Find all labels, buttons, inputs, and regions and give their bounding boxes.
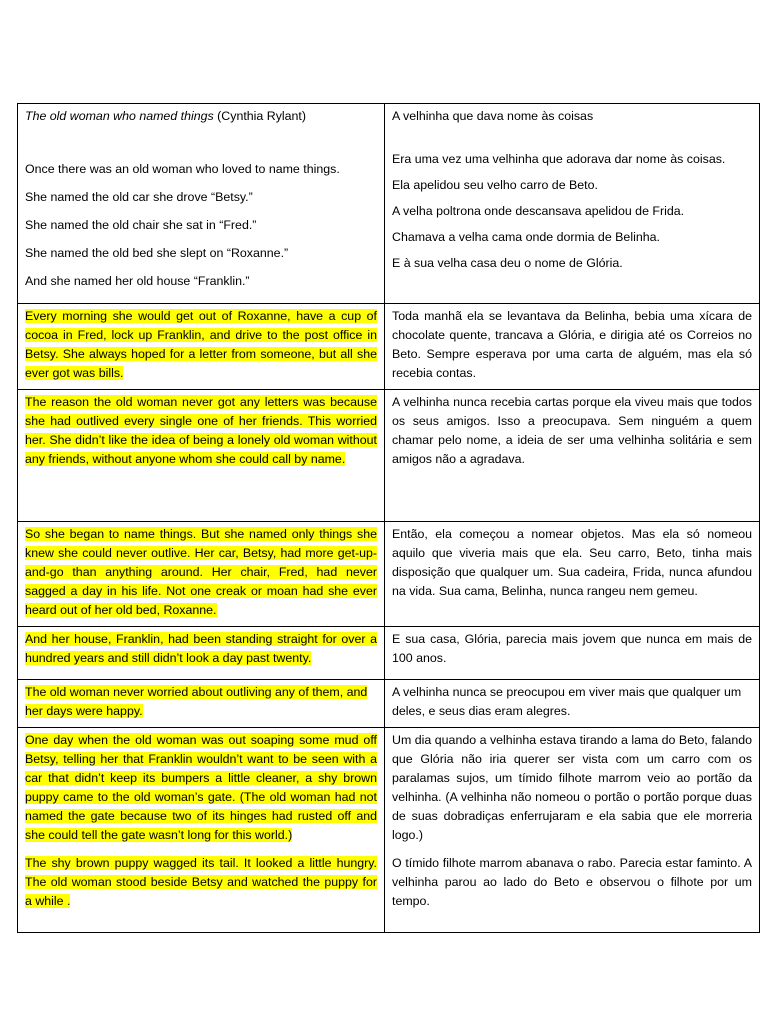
english-paragraph bbox=[25, 307, 377, 383]
english-paragraph bbox=[25, 630, 377, 668]
english-line: She named the old chair she sat in “Fred.” bbox=[25, 218, 257, 232]
portuguese-line: A velha poltrona onde descansava apelidou de Frida. bbox=[392, 204, 685, 218]
portuguese-paragraph: O tímido filhote marrom abanava o rabo. Parecia estar faminto. A velhinha parou ao lado do Beto e observou o filhote por um tempo. bbox=[392, 856, 752, 908]
english-cell bbox=[18, 104, 385, 304]
english-line: Once there was an old woman who loved to name things. bbox=[25, 162, 340, 176]
english-cell bbox=[18, 304, 385, 390]
english-line: She named the old car she drove “Betsy.” bbox=[25, 190, 253, 204]
table-row bbox=[18, 390, 760, 522]
portuguese-line: Ela apelidou seu velho carro de Beto. bbox=[392, 178, 598, 192]
portuguese-cell bbox=[385, 104, 760, 304]
highlighted-text: The reason the old woman never got any letters was because she had outlived every single one of her friends. This worried her. She didn’t like the idea of being a lonely old woman without any friends, without anyone whom she could call by name. bbox=[25, 395, 377, 466]
english-cell bbox=[18, 728, 385, 933]
portuguese-cell bbox=[385, 522, 760, 627]
portuguese-cell bbox=[385, 728, 760, 933]
portuguese-paragraph: E sua casa, Glória, parecia mais jovem que nunca em mais de 100 anos. bbox=[392, 632, 752, 665]
english-line: And she named her old house “Franklin.” bbox=[25, 274, 250, 288]
title-italic: The old woman who named things bbox=[25, 109, 214, 123]
portuguese-paragraph: Toda manhã ela se levantava da Belinha, bebia uma xícara de chocolate quente, trancava a Glória, e dirigia até os Correios no Beto. Sempre esperava por uma carta de alguém, mas ela só recebia contas. bbox=[392, 309, 752, 380]
highlighted-text: The old woman never worried about outliving any of them, and her days were happy. bbox=[25, 685, 368, 718]
portuguese-cell bbox=[385, 390, 760, 522]
table-row bbox=[18, 728, 760, 933]
portuguese-cell bbox=[385, 304, 760, 390]
portuguese-line: Era uma vez uma velhinha que adorava dar nome às coisas. bbox=[392, 152, 726, 166]
highlighted-text: One day when the old woman was out soaping some mud off Betsy, telling her that Franklin wouldn’t want to be seen with a car that didn’t keep its bumpers a little cleaner, a shy brown puppy came to the old woman’s gate. (The old woman had not named the gate because two of its hinges had rusted off and she could tell the gate wasn’t long for this world.) bbox=[25, 733, 377, 842]
portuguese-paragraph: A velhinha nunca recebia cartas porque ela viveu mais que todos os seus amigos. Isso a preocupava. Sem ninguém a quem chamar pelo nome, a ideia de ser uma velhinha solitária e sem amigos não a agradava. bbox=[392, 395, 752, 466]
portuguese-line: E à sua velha casa deu o nome de Glória. bbox=[392, 256, 623, 270]
english-paragraph bbox=[25, 525, 377, 620]
table-row bbox=[18, 104, 760, 304]
table-row bbox=[18, 304, 760, 390]
portuguese-cell bbox=[385, 680, 760, 728]
portuguese-title: A velhinha que dava nome às coisas bbox=[392, 109, 594, 123]
table-row bbox=[18, 680, 760, 728]
table-row bbox=[18, 627, 760, 680]
portuguese-paragraph: Então, ela começou a nomear objetos. Mas ela só nomeou aquilo que viveria mais que ela. Seu carro, Beto, tinha mais disposição que qualquer um. Sua cadeira, Frida, nunca afundou na vida. Sua cama, Belinha, nunca rangeu nem gemeu. bbox=[392, 527, 752, 598]
english-line: She named the old bed she slept on “Roxanne.” bbox=[25, 246, 289, 260]
english-paragraph bbox=[25, 854, 377, 911]
english-paragraph bbox=[25, 393, 377, 469]
highlighted-text: So she began to name things. But she named only things she knew she could never outlive. Her car, Betsy, had more get-up-and-go than anything around. Her chair, Fred, had never sagged a day in his life. Not one creak or moan had she ever heard out of her old bed, Roxanne. bbox=[25, 527, 377, 617]
portuguese-cell bbox=[385, 627, 760, 680]
portuguese-paragraph: Um dia quando a velhinha estava tirando a lama do Beto, falando que Glória não iria querer ser vista com um carro com os paralamas sujos, um tímido filhote marrom veio ao portão da velhinha. (A velhinha não nomeou o portão o portão porque duas de suas dobradiças enferrujaram e ela sabia que ele morreria logo.) bbox=[392, 733, 752, 842]
english-title bbox=[25, 107, 377, 126]
english-paragraph bbox=[25, 683, 377, 721]
english-paragraph bbox=[25, 731, 377, 845]
english-cell bbox=[18, 627, 385, 680]
table-row bbox=[18, 522, 760, 627]
highlighted-text: Every morning she would get out of Roxanne, have a cup of cocoa in Fred, lock up Franklin, and drive to the post office in Betsy. She always hoped for a letter from someone, but all she ever got was bills. bbox=[25, 309, 377, 380]
title-author: (Cynthia Rylant) bbox=[213, 109, 307, 123]
portuguese-paragraph: A velhinha nunca se preocupou em viver mais que qualquer um deles, e seus dias eram alegres. bbox=[392, 685, 742, 718]
highlighted-text: The shy brown puppy wagged its tail. It looked a little hungry. The old woman stood beside Betsy and watched the puppy for a while . bbox=[25, 856, 377, 908]
portuguese-line: Chamava a velha cama onde dormia de Belinha. bbox=[392, 230, 660, 244]
translation-table bbox=[17, 103, 760, 933]
english-cell bbox=[18, 680, 385, 728]
english-cell bbox=[18, 390, 385, 522]
highlighted-text: And her house, Franklin, had been standing straight for over a hundred years and still didn’t look a day past twenty. bbox=[25, 632, 377, 665]
english-cell bbox=[18, 522, 385, 627]
